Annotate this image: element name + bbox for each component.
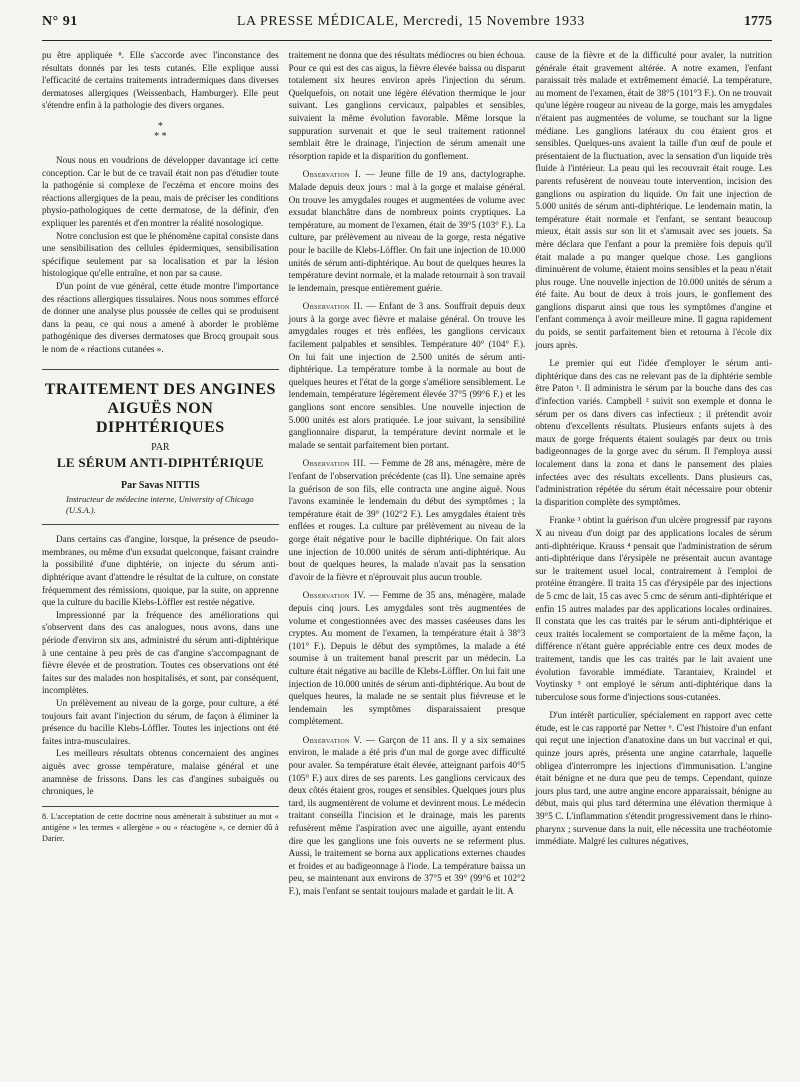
observation-label: Observation III.: [302, 458, 367, 469]
observation-1: Observation I. — Jeune fille de 19 ans, dactylographe. Malade depuis deux jours : mal à la gorge et malaise général. On trouve les amygdales rouges et augmentées de volume avec exsudat blanchâtre dans de nombreux points cryptiques. La température, au moment de l'examen, était de 39°5 (103° F.). La culture, par prélèvement au niveau de la gorge, resta négative pour le bacille de Klebs-Löffler. On fait une injection de 10.000 unités de sérum anti-diphtérique. Au bout de quelques heures la température devint normale, et la malade retournait à son travail le lendemain, presque entièrement guérie.: [288, 169, 526, 293]
observation-2: Observation II. — Enfant de 3 ans. Souffrait depuis deux jours à la gorge avec fièvre et malaise général. On trouve les amygdales rouges et très enflées, les ganglions cervicaux facilement palpables et sensibles. Température 40° (104° F.). On lui fait une injection de 2.500 unités de sérum anti-diphtérique. La température tombe à la normale au bout de quelques heures et l'état de la gorge s'améliore sensiblement. Le lendemain, température légèrement élevée 37°5 (99°6 F.) et les ganglions sont encore sensibles. Une nouvelle injection de 5.000 unités est alors pratiquée. Le jour suivant, la sensibilité ganglionnaire disparut, la température devint normale et le malade se sentait parfaitement bien portant.: [288, 301, 526, 450]
article-heading: [42, 369, 279, 525]
article-title-par: PAR: [151, 442, 170, 454]
column-left: [42, 49, 279, 898]
paragraph: D'un point de vue général, cette étude montre l'importance des réactions allergiques tissulaires. Nous nous sommes efforcé de donner une analyse plus poussée de celles qui se produisent dans la peau, ce qui nous a amené à aborder le problème pathogénique des diverses dermatoses que Brocq groupait sous le nom de « réactions cutanées ».: [42, 280, 279, 354]
paragraph: traitement ne donna que des résultats médiocres ou bien échoua. Pour ce qui est des cas aigus, la fièvre élevée baissa ou disparut totalement six heures environ après l'injection du sérum. Quelquefois, on notait une légère élévation thermique le jour suivant. Les ganglions cervicaux, palpables et sensibles, suivaient la même évolution favorable. Même lorsque la suppuration survenait et que le seul traitement rationnel semblait être le drainage, l'injection de sérum amenait une résorption rapide et la disparition du gonflement.: [288, 50, 526, 161]
observation-label: Observation V.: [302, 734, 363, 745]
article-title: TRAITEMENT DES ANGINES AIGUËS NON DIPHTÉRIQUES: [44, 381, 276, 437]
column-middle: [289, 49, 526, 898]
article-subtitle: LE SÉRUM ANTI-DIPHTÉRIQUE: [56, 455, 264, 471]
footnote: 8. L'acceptation de cette doctrine nous amènerait à substituer au mot « antigène » les termes « allergène » ou « réactogène », ce dernier dû à Darier.: [42, 806, 279, 844]
paragraph: Nous nous en voudrions de développer davantage ici cette conception. Car le but de ce travail était non pas d'étudier toute la pathogénie si complexe de l'eczéma et encore moins des réactions allergiques de la peau, mais de préciser les conditions physio-pathologiques de cette dermatose, de la définir, d'en expliquer les parentés et d'en montrer la réalité nosologique.: [42, 154, 279, 228]
journal-title: LA PRESSE MÉDICALE, Mercredi, 15 Novembre 1933: [236, 14, 585, 29]
paragraph: Un prélèvement au niveau de la gorge, pour culture, a été toujours fait avant l'injection du sérum, de façon à éliminer la présence du bacille Klebs-Löffler. Toutes les injections ont été faites intra-musculaires.: [42, 697, 279, 746]
article-author: Par Savas NITTIS: [120, 479, 200, 491]
paragraph: Impressionné par la fréquence des améliorations qui s'observent dans des cas analogues, nous avons, dans une période d'environ six ans, administré du sérum anti-diphtérique à une centaine à peu près de cas d'angine s'accompagnant de fièvre élevée et de prostration. Toutes ces observations ont été faites sur des malades non hospitalisés, et sont, par conséquent, incomplètes.: [42, 609, 279, 696]
paragraph: cause de la fièvre et de la difficulté pour avaler, la nutrition générale était gravement altérée. A notre examen, l'enfant paraissait très malade et extrêmement émacié. La température, au moment de l'examen, était de 38°5 (101°3 F.). On ne trouvait qu'une légère rougeur au niveau de la gorge, mais les amygdales n'étaient pas augmentées de volume, se touchant sur la ligne médiane. Les ganglions latéraux du cou étaient gros et sensibles. Quelques-uns avaient la taille d'un œuf de poule et présentaient de la fluctuation, avec la sensation d'un liquide très fluide à l'intérieur. La peau qui les recouvrait était rouge. Les parents refusèrent de nouveau toute intervention, incision des ganglions ou aspiration du liquide. On fait une injection de 5.000 unités de sérum anti-diphtérique. Le lendemain matin, la température était normale et l'enfant, se sentant beaucoup mieux, était assis sur son lit et s'amusait avec ses jouets. Sa mère déclara que l'enfant a pour la première fois depuis qu'il était malade a pu manger quelque chose. Les ganglions diminuèrent de volume, étaient moins sensibles et la peau n'était plus rouge. Une nouvelle injection de 10.000 unités de sérum a été faite. Au bout de deux à trois jours, le gonflement des ganglions disparut ainsi que tous les symptômes d'angine et l'enfant commença à avoir meilleure mine. Il gagna rapidement du poids, se sentit parfaitement bien et retourna à l'école dix jours après.: [535, 50, 773, 350]
observation-label: Observation II.: [302, 301, 364, 312]
paragraph: Franke ³ obtint la guérison d'un ulcère progressif par rayons X au niveau d'un doigt par des applications locales de sérum anti-diphtérique. Krauss ⁴ pensait que l'administration de sérum anti-diphtérique dans l'érysipèle ne présentait aucun avantage sur le traitement usuel local, contrairement à l'emploi de protéine étrangère. Il traita 15 cas d'érysipèle par des injections de 5 cmc de lait, 15 cas avec 5 cmc de sérum anti-diphtérique et enfin 15 autres malades par des applications locales ordinaires. Il constata que les cas traités par le sérum anti-diphtérique et ceux traités localement se comportaient de la même façon, la différence n'étant guère appréciable entre ces deux modes de traitement, tandis que les cas traités par le lait avaient une évolution favorable immédiate. Tarantaiev, Kraindel et Voytinsky ⁵ ont employé le sérum anti-diphtérique dans la tuberculose sous forme d'injections sous-cutanées.: [535, 515, 773, 702]
column-right: [535, 49, 772, 898]
observation-label: Observation I.: [302, 169, 362, 180]
paragraph: pu être appliquée ⁸. Elle s'accorde avec l'inconstance des résultats donnés par les tests cutanés. Elle explique aussi l'efficacité de certains traitements intradermiques dans diverses dermatoses allergiques (Weissenbach, Hamburger). Elle peut s'étendre enfin à la pathologie des divers organes.: [42, 50, 279, 111]
issue-number: N° 91: [42, 14, 78, 29]
observation-3: Observation III. — Femme de 28 ans, ménagère, mère de l'enfant de l'observation précédente (cas II). Une semaine après la guérison de son fils, elle contracta une angine aiguë. Nous l'avons examinée le lendemain du début des symptômes ; la température était de 39° (102°2 F.). Les amygdales étaient très enflées et rouges. La culture par prélèvement au niveau de la gorge était négative pour le bacille diphtérique. On fait alors une injection de 10.000 unités de sérum anti-diphtérique. Au bout de quelques heures, la malade n'avait pas la sensation d'avoir de la fièvre et n'éprouvait plus aucun trouble.: [288, 458, 526, 582]
text-columns: [42, 49, 772, 898]
page-number: 1775: [743, 14, 772, 29]
author-affiliation: Instructeur de médecine interne, University of Chicago (U.S.A.).: [66, 494, 254, 516]
paragraph: Le premier qui eut l'idée d'employer le sérum anti-diphtérique dans des cas ne relevant pas de la diphtérie semble être Paton ¹. Il administra le sérum par la bouche dans des cas d'infection variés. Campbell ² suivit son exemple et donna le sérum per os dans divers cas infectieux ; il prétendit avoir obtenu d'excellents résultats. Plusieurs enfants sujets à des maux de gorge fréquents étaient soulagés par deux ou trois badigeonnages de la gorge avec du sérum. Il l'employa aussi localement dans la zona et dans le pansement des plaies infectées avec des résultats excellents. Dans plusieurs cas, l'administration répétée du sérum était nécessaire pour obtenir la disparition complète des symptômes.: [535, 358, 773, 507]
observation-4: Observation IV. — Femme de 35 ans, ménagère, malade depuis cinq jours. Les amygdales sont très augmentées de volume et congestionnées avec des masses caséeuses dans les cryptes. Au moment de l'examen, la température était à 38°3 (101° F.). Depuis le début des symptômes, la malade a été soumise à un traitement banal prescrit par un médecin. La culture était négative au bacille de Klebs-Löffler. On lui fait une injection de 10.000 unités de sérum anti-diphtérique. Au bout de quelques heures, la malade ne se sentait plus fiévreuse et le lendemain les symptômes disparaissaient presque complètement.: [288, 590, 526, 727]
observation-5: Observation V. — Garçon de 11 ans. Il y a six semaines environ, le malade a été pris d'un mal de gorge avec difficulté pour avaler. Sa température était élevée, atteignant parfois 40°5 (105° F.) aux dires de ses parents. Les ganglions cervicaux des deux côtés étaient gros, rouges et sensibles. Quelques jours plus tard, ils augmentèrent de volume et devinrent mous. Le médecin traitant conseilla l'incision et le drainage, mais les parents refusèrent même l'aspiration avec une aiguille, ayant entendu dire que les ganglions une fois ouverts ne se referment plus. Aussi, le traitement se borna aux applications externes chaudes et froides et au badigeonnage à l'iode. La température baissa un peu, se maintenant aux environs de 37°5 et 39° (99°6 et 102°2 F.), mais l'enfant se sentait toujours malade et gardait le lit. A: [288, 734, 526, 896]
paragraph: Notre conclusion est que le phénomène capital consiste dans une sensibilisation des cellules épidermiques, sensibilisation spécifique seulement par sa localisation et par la lésion histologique qu'elle entraîne, et non par sa cause.: [42, 230, 279, 279]
page-header: [42, 14, 772, 41]
observation-label: Observation IV.: [302, 590, 366, 601]
paragraph: D'un intérêt particulier, spécialement en rapport avec cette étude, est le cas rapporté par Netter ⁶. C'est l'histoire d'un enfant qui reçut une injection d'anatoxine dans un but vaccinal et qui, quinze jours après, présenta une angine catarrhale, laquelle obligea d'interrompre les injections d'immunisation. L'angine était bénigne et ne dura que peu de temps. Cependant, quinze jours plus tard, une autre angine encore apparaissait, bénigne au début, mais qui plus tard détermina une élévation thermique à 39°5 C. L'inflammation s'étendit progressivement dans le rhino-pharynx ; survenue dans la nuit, elle nécessita une trachéotomie immédiate. Malgré les cultures négatives,: [535, 710, 773, 847]
paragraph: Dans certains cas d'angine, lorsque, la présence de pseudo-membranes, ou même d'un exsudat quelconque, faisant craindre la possibilité d'une diphtérie, on injecte du sérum anti-diphtérique avant d'attendre le résultat de la culture, on constate fréquemment des rémissions, quoique, par la suite, on apprenne que la culture du bacille Klebs-Löffler est restée négative.: [42, 534, 279, 608]
section-separator: * * *: [154, 120, 167, 142]
paragraph: Les meilleurs résultats obtenus concernaient des angines aiguës avec grosse température, malaise général et une anamnèse de frissons. Dans les cas d'angines subaiguës ou chroniques, le: [42, 748, 279, 797]
